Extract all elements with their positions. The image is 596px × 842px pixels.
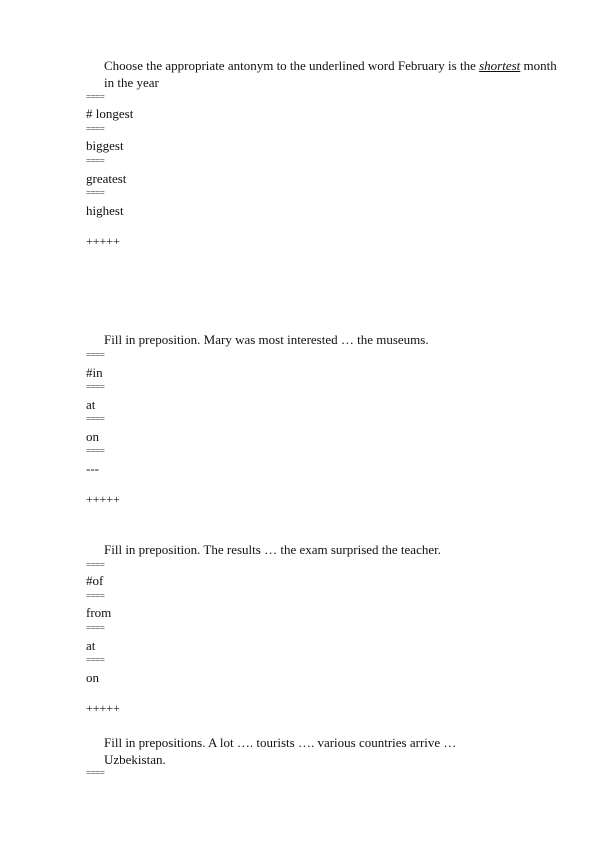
answer-option: from xyxy=(86,605,112,620)
separator: ==== xyxy=(86,382,105,392)
separator: ==== xyxy=(86,92,105,102)
separator: ==== xyxy=(86,768,105,778)
separator: ==== xyxy=(86,655,105,665)
separator: ==== xyxy=(86,623,105,633)
question-1 xyxy=(104,57,564,91)
answer-option: at xyxy=(86,397,96,412)
underlined-word: shortest xyxy=(479,58,521,73)
separator: ==== xyxy=(86,124,105,134)
question-2: Fill in preposition. Mary was most interested … the museums. xyxy=(104,332,429,347)
question-1-text-after: month in the year xyxy=(104,58,557,90)
answer-option: on xyxy=(86,429,99,444)
answer-option: on xyxy=(86,670,99,685)
answer-option: at xyxy=(86,638,96,653)
separator: ==== xyxy=(86,446,105,456)
plus-separator: +++++ xyxy=(86,701,120,715)
separator: ==== xyxy=(86,188,105,198)
answer-option: # longest xyxy=(86,106,134,121)
answer-option: #in xyxy=(86,365,103,380)
plus-separator: +++++ xyxy=(86,234,120,248)
answer-option: #of xyxy=(86,573,104,588)
answer-option: biggest xyxy=(86,138,124,153)
answer-option: --- xyxy=(86,461,99,476)
separator: ==== xyxy=(86,414,105,424)
answer-option: highest xyxy=(86,203,124,218)
answer-option: greatest xyxy=(86,171,127,186)
separator: ==== xyxy=(86,350,105,360)
separator: ==== xyxy=(86,156,105,166)
question-4: Fill in prepositions. A lot …. tourists …. various countries arrive … Uzbekistan. xyxy=(104,735,457,767)
question-1-text-before: Choose the appropriate antonym to the underlined word February is the xyxy=(104,58,480,73)
question-3: Fill in preposition. The results … the exam surprised the teacher. xyxy=(104,542,441,557)
separator: ==== xyxy=(86,560,105,570)
separator: ==== xyxy=(86,591,105,601)
plus-separator: +++++ xyxy=(86,492,120,506)
